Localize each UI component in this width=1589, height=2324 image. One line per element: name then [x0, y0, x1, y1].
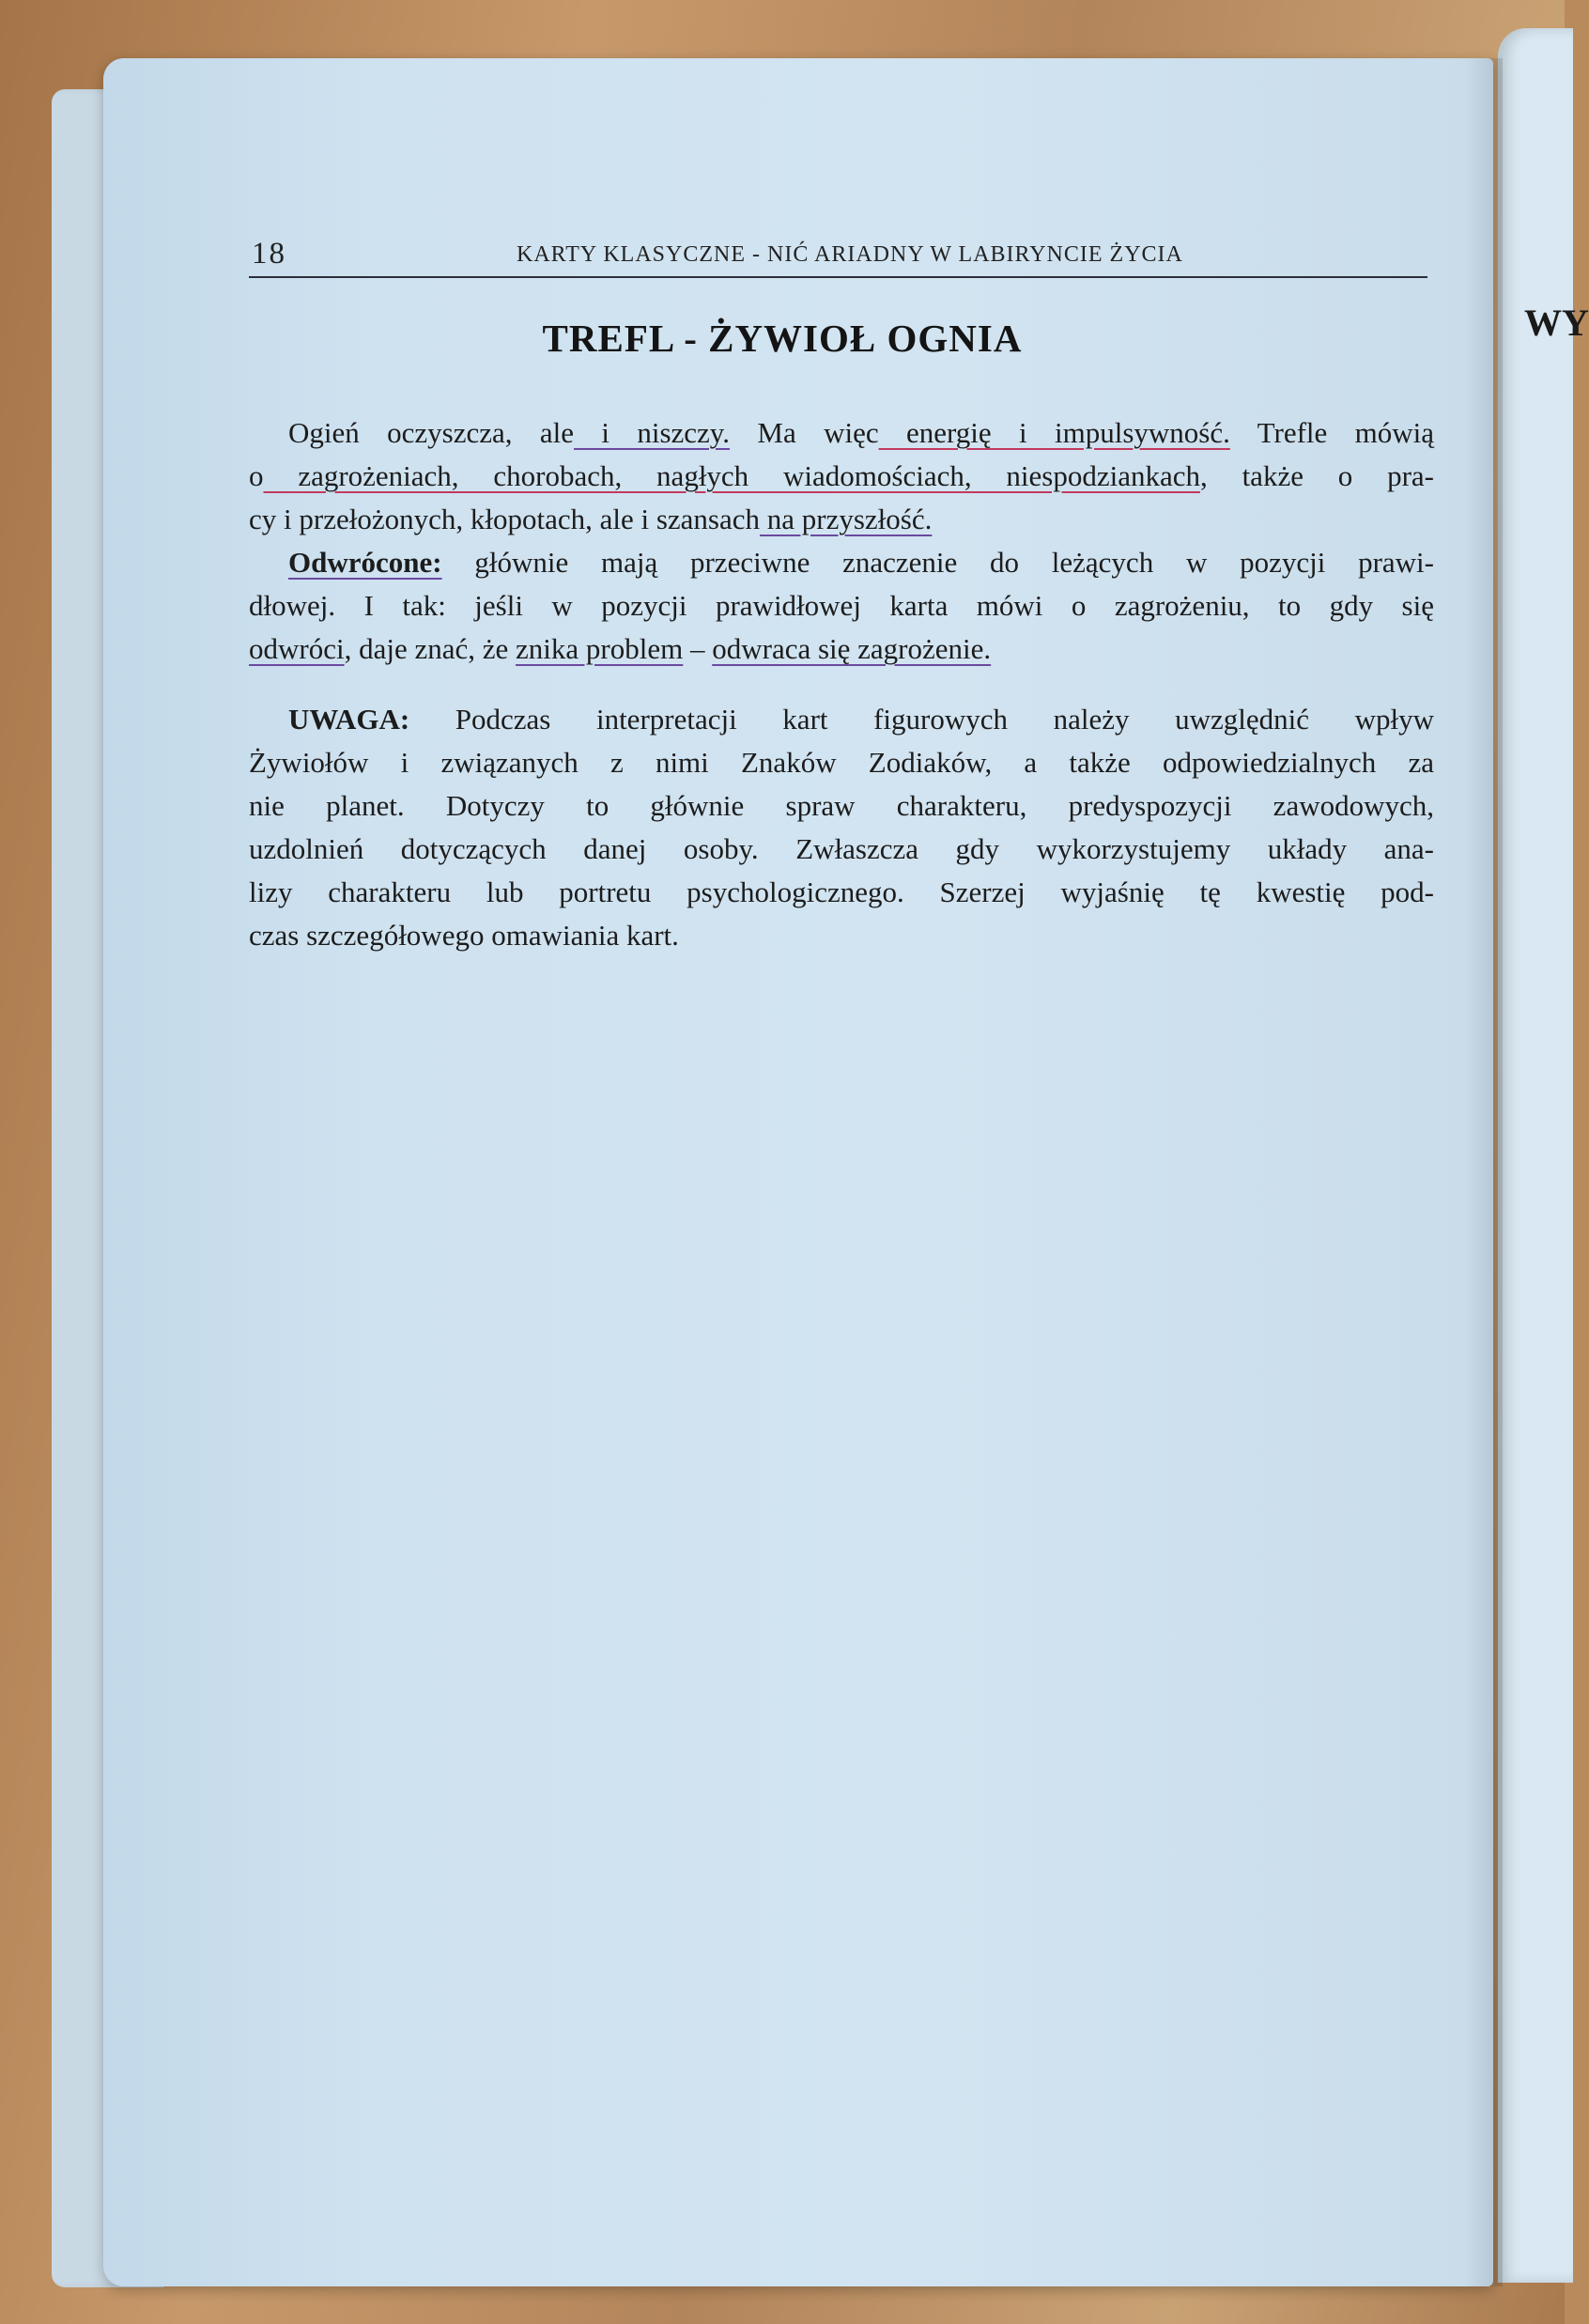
next-page-fragment: WY: [1524, 302, 1589, 344]
reversed-label: Odwrócone:: [288, 546, 442, 579]
paragraph-line: czas szczegółowego omawiania kart.: [249, 919, 679, 952]
running-title: KARTY KLASYCZNE - NIĆ ARIADNY W LABIRYNCIE ŻYCIA: [517, 242, 1183, 267]
note-label: UWAGA:: [288, 703, 410, 736]
paragraph-line: nie planet. Dotyczy to głównie spraw charakteru, predyspozycji zawodowych,: [249, 789, 1434, 822]
page-number: 18: [252, 237, 286, 271]
paragraph-line: odwróci, daje znać, że znika problem – odwraca się zagrożenie.: [249, 632, 992, 665]
paragraph-line: Żywiołów i związanych z nimi Znaków Zodiaków, a także odpowiedzialnych za: [249, 746, 1434, 779]
paragraph-line: uzdolnień dotyczących danej osoby. Zwłaszcza gdy wykorzystujemy układy ana-: [249, 832, 1434, 865]
paragraph-line: o zagrożeniach, chorobach, nagłych wiadomościach, niespodziankach, także o pra-: [249, 459, 1435, 492]
page-header: [249, 237, 1427, 278]
paragraph-intro: [249, 411, 1434, 671]
paragraph-line: dłowej. I tak: jeśli w pozycji prawidłowej karta mówi o zagrożeniu, to gdy się: [249, 589, 1434, 622]
book-page: [103, 58, 1493, 2286]
paragraph-line: lizy charakteru lub portretu psychologicznego. Szerzej wyjaśnię tę kwestię pod-: [249, 875, 1434, 908]
section-title: TREFL - ŻYWIOŁ OGNIA: [542, 317, 1023, 360]
gutter-shadow: [1465, 58, 1503, 2286]
paragraph-line: Ogień oczyszcza, ale i niszczy. Ma więc energię i impulsywność. Trefle mówią: [288, 416, 1435, 449]
paragraph-line: cy i przełożonych, kłopotach, ale i szansach na przyszłość.: [249, 503, 933, 535]
paragraph-line: UWAGA: Podczas interpretacji kart figurowych należy uwzględnić wpływ: [288, 703, 1434, 736]
paragraph-line: Odwrócone: głównie mają przeciwne znaczenie do leżących w pozycji prawi-: [288, 546, 1434, 579]
paragraph-note: [249, 698, 1434, 957]
next-page: [1498, 28, 1589, 2283]
